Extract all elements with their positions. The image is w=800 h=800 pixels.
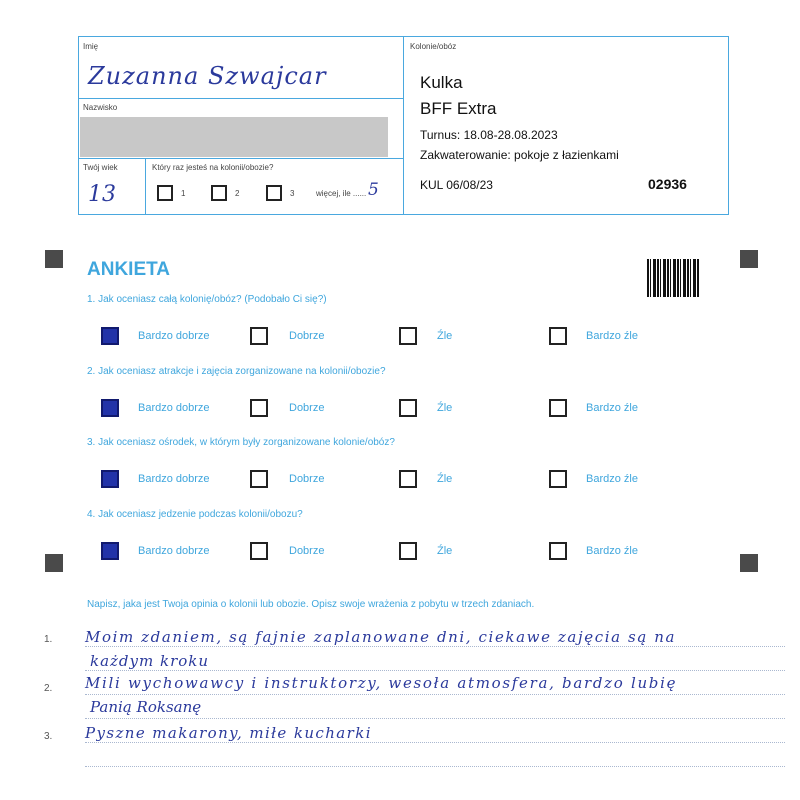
surname-redacted <box>80 117 388 157</box>
surname-divider <box>78 158 404 159</box>
q3-option-very-good: Bardzo dobrze <box>138 473 210 485</box>
q4-checkbox-good[interactable] <box>250 542 268 560</box>
q1-checkbox-good[interactable] <box>250 327 268 345</box>
camp-code: KUL 06/08/23 <box>420 178 493 192</box>
visit-more-label: więcej, ile ...... <box>316 189 367 198</box>
q1-checkbox-very-good[interactable] <box>101 327 119 345</box>
visit-checkbox-2[interactable] <box>211 185 227 201</box>
camp-program: BFF Extra <box>420 99 497 118</box>
q2-checkbox-bad[interactable] <box>399 399 417 417</box>
opinion-line-3: Pyszne makarony, miłe kucharki <box>85 724 372 742</box>
visit-option-1: 1 <box>181 189 186 198</box>
opinion-line-2: Mili wychowawcy i instruktorzy, wesoła atmosfera, bardzo lubię <box>85 674 678 692</box>
q4-option-good: Dobrze <box>289 545 325 557</box>
camp-name: Kulka <box>420 73 463 92</box>
visit-more-value: 5 <box>368 180 379 200</box>
q1-option-bad: Źle <box>437 330 453 342</box>
camp-label: Kolonie/obóz <box>410 42 457 51</box>
opinion-number-1: 1. <box>44 634 53 645</box>
opinion-line-1b: każdym kroku <box>90 652 210 670</box>
writing-line-5 <box>85 742 785 743</box>
question-3: 3. Jak oceniasz ośrodek, w którym były zorganizowane kolonie/obóz? <box>87 437 395 448</box>
q2-option-good: Dobrze <box>289 402 325 414</box>
registration-mark-bl <box>45 554 63 572</box>
visit-label: Który raz jesteś na kolonii/obozie? <box>152 163 274 172</box>
opinion-line-1: Moim zdaniem, są fajnie zaplanowane dni, ciekawe zajęcia są na <box>85 628 677 646</box>
visit-checkbox-3[interactable] <box>266 185 282 201</box>
q4-checkbox-very-bad[interactable] <box>549 542 567 560</box>
q4-option-very-good: Bardzo dobrze <box>138 545 210 557</box>
camp-accommodation: Zakwaterowanie: pokoje z łazienkami <box>420 148 619 162</box>
q3-checkbox-bad[interactable] <box>399 470 417 488</box>
question-2: 2. Jak oceniasz atrakcje i zajęcia zorganizowane na kolonii/obozie? <box>87 366 386 377</box>
q1-option-very-good: Bardzo dobrze <box>138 330 210 342</box>
question-4: 4. Jak oceniasz jedzenie podczas kolonii/obozu? <box>87 509 303 520</box>
question-1: 1. Jak oceniasz całą kolonię/obóz? (Podobało Ci się?) <box>87 294 327 305</box>
writing-line-6 <box>85 766 785 767</box>
name-label: Imię <box>83 42 99 51</box>
registration-mark-tl <box>45 250 63 268</box>
age-divider <box>145 158 146 215</box>
age-label: Twój wiek <box>83 163 118 172</box>
visit-checkbox-1[interactable] <box>157 185 173 201</box>
q3-option-very-bad: Bardzo źle <box>586 473 638 485</box>
q1-option-good: Dobrze <box>289 330 325 342</box>
q1-checkbox-very-bad[interactable] <box>549 327 567 345</box>
writing-line-3 <box>85 694 785 695</box>
q4-checkbox-very-good[interactable] <box>101 542 119 560</box>
writing-line-4 <box>85 718 785 719</box>
q4-option-bad: Źle <box>437 545 453 557</box>
opinion-number-3: 3. <box>44 731 53 742</box>
q1-checkbox-bad[interactable] <box>399 327 417 345</box>
visit-option-2: 2 <box>235 189 240 198</box>
q2-checkbox-good[interactable] <box>250 399 268 417</box>
opinion-line-2b: Panią Roksanę <box>90 698 202 716</box>
registration-mark-tr <box>740 250 758 268</box>
registration-mark-br <box>740 554 758 572</box>
q1-option-very-bad: Bardzo źle <box>586 330 638 342</box>
visit-option-3: 3 <box>290 189 295 198</box>
survey-title: ANKIETA <box>87 259 171 280</box>
q4-option-very-bad: Bardzo źle <box>586 545 638 557</box>
camp-turnus: Turnus: 18.08-28.08.2023 <box>420 128 558 142</box>
q4-checkbox-bad[interactable] <box>399 542 417 560</box>
writing-line-1 <box>85 646 785 647</box>
q2-checkbox-very-good[interactable] <box>101 399 119 417</box>
opinion-prompt: Napisz, jaka jest Twoja opinia o kolonii lub obozie. Opisz swoje wrażenia z pobytu w trzech zdaniach. <box>87 599 535 610</box>
q3-option-good: Dobrze <box>289 473 325 485</box>
q3-checkbox-good[interactable] <box>250 470 268 488</box>
q3-checkbox-very-bad[interactable] <box>549 470 567 488</box>
q3-checkbox-very-good[interactable] <box>101 470 119 488</box>
q2-option-very-good: Bardzo dobrze <box>138 402 210 414</box>
q3-option-bad: Źle <box>437 473 453 485</box>
name-value: Zuzanna Szwajcar <box>88 62 327 90</box>
barcode <box>647 259 699 297</box>
surname-label: Nazwisko <box>83 103 118 112</box>
opinion-number-2: 2. <box>44 683 53 694</box>
camp-number: 02936 <box>648 176 687 192</box>
name-divider <box>78 98 404 99</box>
age-value: 13 <box>88 182 116 207</box>
q2-checkbox-very-bad[interactable] <box>549 399 567 417</box>
writing-line-2 <box>85 670 785 671</box>
q2-option-very-bad: Bardzo źle <box>586 402 638 414</box>
q2-option-bad: Źle <box>437 402 453 414</box>
